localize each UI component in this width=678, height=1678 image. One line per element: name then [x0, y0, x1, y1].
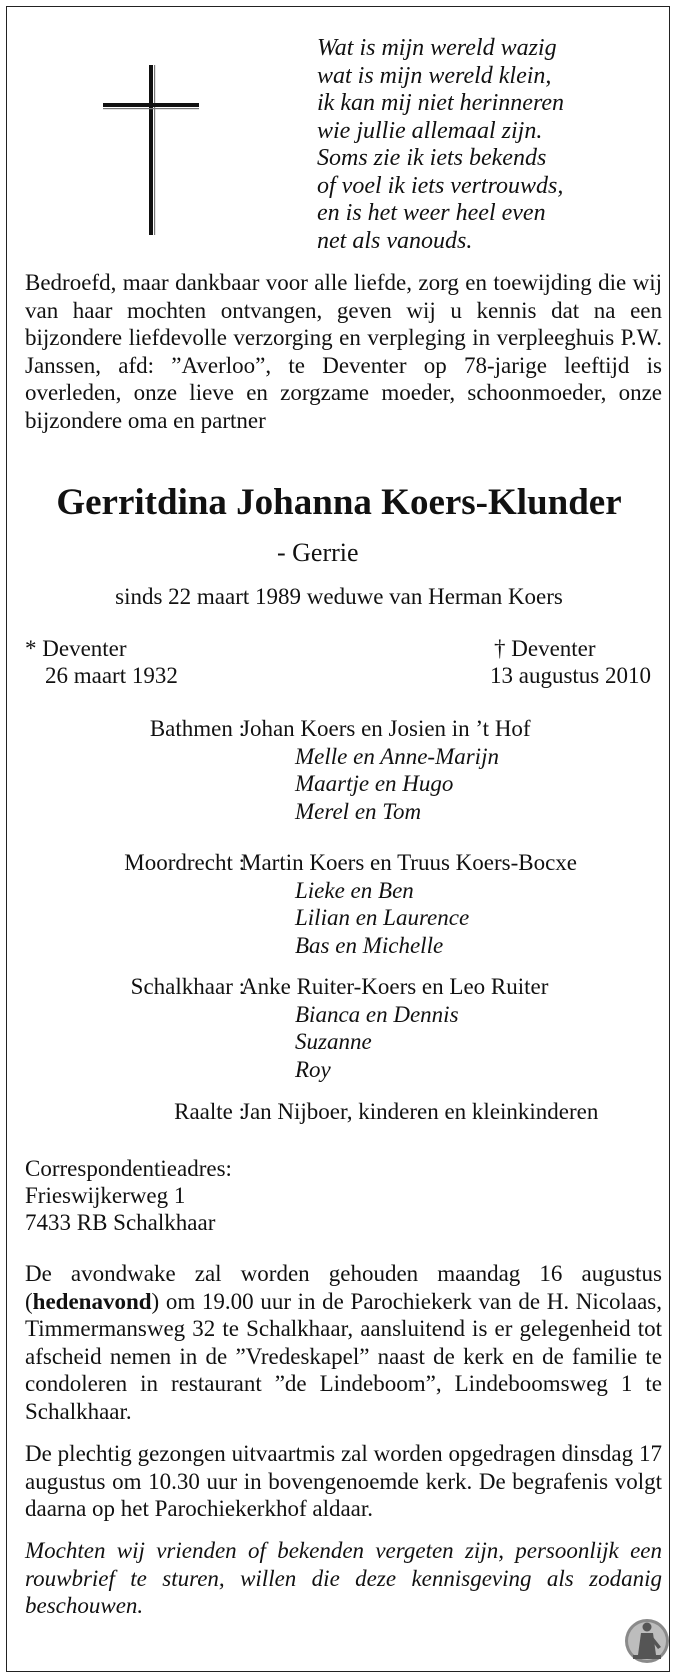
family-place: Bathmen : [149, 716, 245, 741]
family-child: Lilian en Laurence [295, 905, 470, 930]
address-city: 7433 RB Schalkhaar [25, 1210, 216, 1235]
memorial-logo-icon [623, 1611, 671, 1671]
poem-line: en is het weer heel even [317, 200, 546, 226]
poem-line: Wat is mijn wereld wazig [317, 35, 557, 61]
poem-line: of voel ik iets vertrouwds, [317, 172, 564, 199]
wake-text-bold: hedenavond [32, 1288, 152, 1314]
poem-line: net als vanouds. [317, 227, 473, 254]
poem-line: Soms zie ik iets bekends [317, 145, 547, 171]
birth-date: 26 maart 1932 [45, 663, 178, 688]
wake-paragraph [25, 1260, 662, 1425]
poem-line: ik kan mij niet herinneren [317, 90, 565, 116]
poem-line: wie jullie allemaal zijn. [317, 117, 543, 144]
intro-paragraph: Bedroefd, maar dankbaar voor alle liefde, zorg en toewijding die wij van haar mochten ontvangen, geven wij u kennis dat na een bijzondere liefdevolle verzorging en verpleging in verpleeghuis P.W. Janssen, afd: ”Averloo”, te Deventer op 78-jarige leeftijd is overleden, onze lieve en zorgzame moeder, schoonmoeder, onze bijzondere oma en partner [25, 270, 662, 433]
deceased-nickname: - Gerrie [277, 538, 359, 567]
obituary-notice [6, 6, 670, 1672]
death-date: 13 augustus 2010 [490, 663, 651, 688]
family-main: Anke Ruiter-Koers en Leo Ruiter [241, 974, 549, 999]
birth-place: * Deventer [25, 636, 127, 661]
address-street: Frieswijkerweg 1 [25, 1183, 186, 1208]
mass-paragraph: De plechtig gezongen uitvaartmis zal worden opgedragen dinsdag 17 augustus om 10.30 uur in bovengenoemde kerk. De begrafenis volgt daarna op het Parochiekerkhof aldaar. [25, 1441, 662, 1521]
death-place: † Deventer [494, 636, 596, 661]
family-child: Roy [295, 1056, 331, 1082]
family-place: Schalkhaar : [130, 974, 245, 999]
family-main: Johan Koers en Josien in ’t Hof [241, 716, 531, 741]
deceased-name: Gerritdina Johanna Koers-Klunder [56, 482, 622, 523]
wake-text-start: De avondwake zal worden gehouden maandag 16 augustus ( [25, 1261, 662, 1314]
family-place: Moordrecht : [124, 850, 245, 875]
family-main: Martin Koers en Truus Koers-Bocxe [241, 850, 578, 875]
address-label: Correspondentieadres: [25, 1156, 232, 1181]
correspondence-address [25, 1155, 232, 1236]
wake-text-end: ) om 19.00 uur in de Parochiekerk van de H. Nicolaas, Timmermansweg 32 te Schalkhaar, aansluitend is er gelegenheid tot afscheid nemen in de ”Vredeskapel” naast de kerk en de familie te condoleren in restaurant ”de Lindeboom”, Lindeboomsweg 1 te Schalkhaar. [25, 1288, 662, 1424]
closing-paragraph: Mochten wij vrienden of bekenden vergeten zijn, persoonlijk een rouwbrief te sturen, willen die deze kennisgeving als zodanig beschouwen. [25, 1538, 662, 1618]
poem [317, 35, 564, 255]
death-info [490, 635, 651, 689]
family-child: Maartje en Hugo [295, 771, 454, 796]
family-child: Suzanne [295, 1029, 372, 1054]
family-child: Merel en Tom [295, 798, 422, 824]
family-child: Bas en Michelle [295, 932, 444, 958]
birth-info [25, 635, 178, 689]
family-child: Melle en Anne-Marijn [295, 743, 499, 769]
poem-line: wat is mijn wereld klein, [317, 62, 552, 89]
family-child: Bianca en Dennis [295, 1001, 459, 1027]
family-child: Lieke en Ben [295, 877, 414, 903]
widow-line: sinds 22 maart 1989 weduwe van Herman Koers [115, 584, 563, 609]
cross-icon [103, 65, 203, 235]
family-main: Jan Nijboer, kinderen en kleinkinderen [241, 1099, 599, 1124]
family-place: Raalte : [174, 1099, 245, 1124]
